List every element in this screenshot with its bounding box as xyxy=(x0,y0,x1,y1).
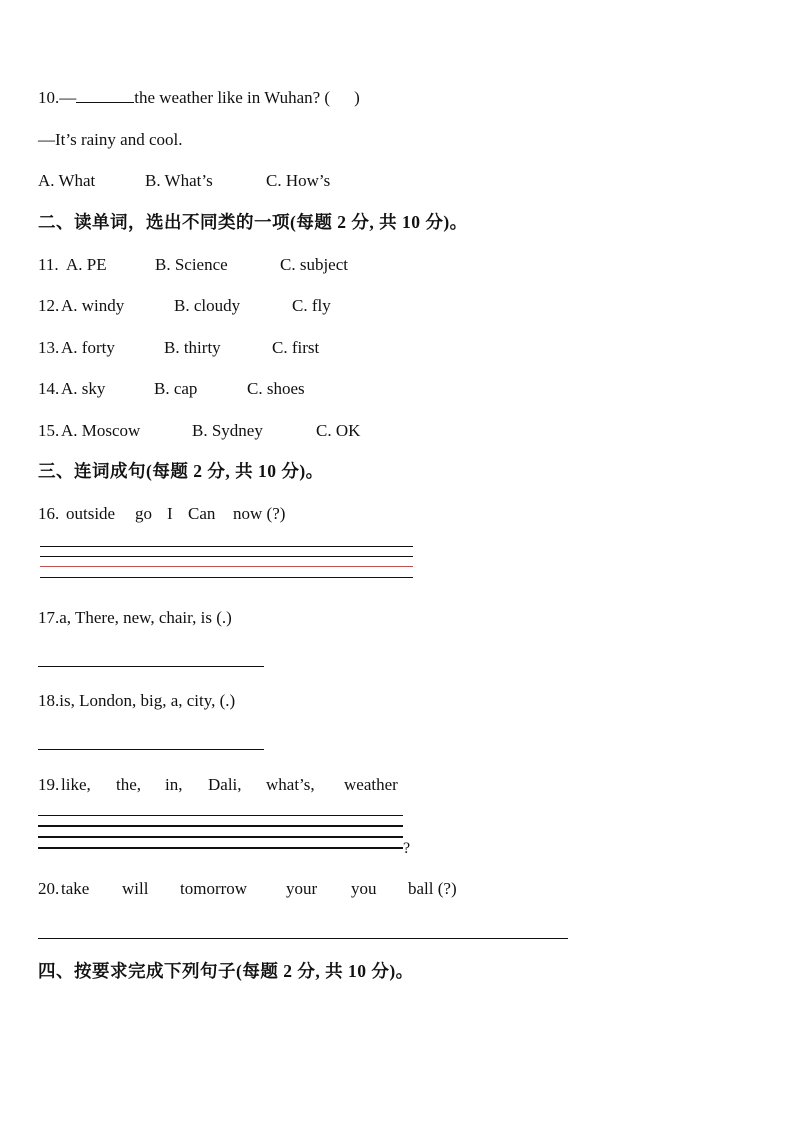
word: outside xyxy=(66,504,116,523)
word: Can xyxy=(188,504,216,523)
question-number: 19. xyxy=(38,775,60,794)
question-number: 16. xyxy=(38,504,60,523)
word: what’s, xyxy=(266,775,315,794)
answer-line[interactable] xyxy=(38,749,264,750)
word: you xyxy=(351,879,377,898)
section-2-heading: 二、读单词，选出不同类的一项(每题 2 分, 共 10 分)。 xyxy=(38,212,468,232)
word: in, xyxy=(165,775,183,794)
option-a[interactable]: A. sky xyxy=(61,379,106,398)
question-13 xyxy=(38,338,319,358)
writing-line[interactable] xyxy=(40,577,413,578)
question-10-close: ) xyxy=(354,88,360,107)
question-10 xyxy=(38,88,360,108)
option-a[interactable]: A. windy xyxy=(61,296,125,315)
word: now (?) xyxy=(233,504,286,523)
question-11 xyxy=(38,255,348,275)
writing-line[interactable] xyxy=(38,836,403,838)
answer-blank[interactable] xyxy=(76,88,134,103)
answer-line[interactable] xyxy=(38,938,568,939)
word: like, xyxy=(61,775,91,794)
option-c[interactable]: C. fly xyxy=(292,296,331,315)
option-a[interactable]: A. PE xyxy=(66,255,107,274)
question-16 xyxy=(38,504,285,524)
question-10-number: 10.— xyxy=(38,88,77,107)
question-15 xyxy=(38,421,360,441)
question-14 xyxy=(38,379,305,399)
option-a[interactable]: A. What xyxy=(38,171,96,190)
option-b[interactable]: B. Science xyxy=(155,255,228,274)
question-18: 18.is, London, big, a, city, (.) xyxy=(38,691,236,710)
section-4-heading: 四、按要求完成下列句子(每题 2 分, 共 10 分)。 xyxy=(38,961,414,981)
section-3-heading: 三、连词成句(每题 2 分, 共 10 分)。 xyxy=(38,461,324,481)
question-19 xyxy=(38,775,398,795)
question-number: 20. xyxy=(38,879,60,898)
word: go xyxy=(135,504,152,523)
option-c[interactable]: C. subject xyxy=(280,255,348,274)
word: I xyxy=(167,504,173,523)
writing-line[interactable] xyxy=(38,825,403,827)
question-20 xyxy=(38,879,457,899)
question-10-reply: —It’s rainy and cool. xyxy=(38,130,183,149)
word: the, xyxy=(116,775,142,794)
option-c[interactable]: C. shoes xyxy=(247,379,305,398)
word: will xyxy=(122,879,149,898)
option-b[interactable]: B. Sydney xyxy=(192,421,263,440)
question-17: 17.a, There, new, chair, is (.) xyxy=(38,608,232,627)
writing-line[interactable] xyxy=(38,815,403,816)
option-b[interactable]: B. cap xyxy=(154,379,198,398)
option-b[interactable]: B. What’s xyxy=(145,171,213,190)
option-b[interactable]: B. thirty xyxy=(164,338,221,357)
question-number: 15. xyxy=(38,421,60,440)
writing-line[interactable] xyxy=(40,556,413,557)
question-number: 13. xyxy=(38,338,60,357)
question-12 xyxy=(38,296,331,316)
option-a[interactable]: A. forty xyxy=(61,338,115,357)
question-mark: ? xyxy=(403,840,411,857)
answer-line[interactable] xyxy=(38,666,264,667)
option-c[interactable]: C. first xyxy=(272,338,320,357)
word: Dali, xyxy=(208,775,242,794)
question-number: 14. xyxy=(38,379,60,398)
word: take xyxy=(61,879,90,898)
option-a[interactable]: A. Moscow xyxy=(61,421,141,440)
writing-line[interactable] xyxy=(40,546,413,547)
option-c[interactable]: C. How’s xyxy=(266,171,331,190)
question-number: 12. xyxy=(38,296,60,315)
option-c[interactable]: C. OK xyxy=(316,421,361,440)
writing-line[interactable] xyxy=(38,847,403,849)
question-10-text: the weather like in Wuhan? ( xyxy=(134,88,331,107)
question-10-options xyxy=(38,171,330,191)
writing-line[interactable] xyxy=(40,566,413,567)
word: your xyxy=(286,879,318,898)
word: tomorrow xyxy=(180,879,248,898)
question-number: 11. xyxy=(38,255,59,274)
word: weather xyxy=(344,775,398,794)
word: ball (?) xyxy=(408,879,457,898)
option-b[interactable]: B. cloudy xyxy=(174,296,241,315)
